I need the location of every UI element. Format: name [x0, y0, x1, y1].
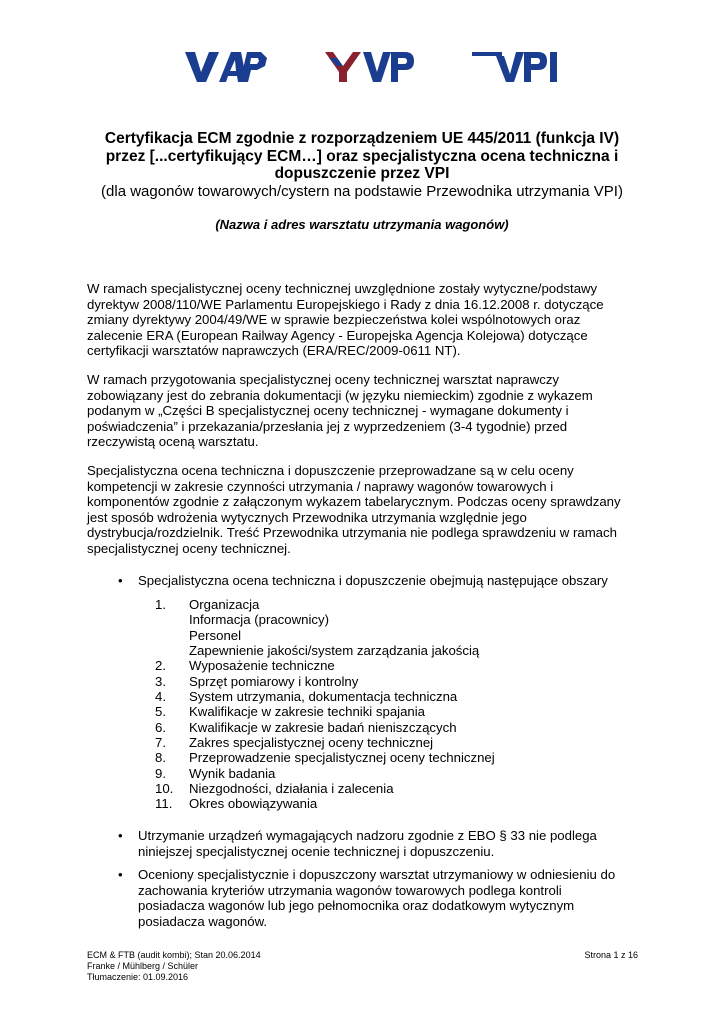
footer-line-3: Tłumaczenie: 01.09.2016: [87, 972, 189, 982]
bullet-line: Utrzymanie urządzeń wymagających nadzoru zgodnie z EBO § 33 nie podlega: [138, 828, 597, 843]
bullet-line: Specjalistyczna ocena techniczna i dopuszczenie obejmują następujące obszary: [138, 573, 608, 588]
list-label: Wynik badania: [189, 765, 276, 781]
list-label: Informacja (pracownicy): [189, 612, 329, 628]
title-line-2: przez [...certyfikujący ECM…] oraz specjalistyczna ocena techniczna i: [105, 147, 619, 165]
list-label: Wyposażenie techniczne: [189, 658, 335, 674]
paragraph-line: zalecenie ERA (European Railway Agency - Europejska Agencja Kolejowa) dotyczące: [87, 327, 588, 343]
bullet-line: posiadacza wagonów.: [138, 913, 268, 929]
paragraph-line: specjalistycznej oceny technicznej.: [87, 540, 291, 556]
paragraph-line: jest sposób wdrożenia wytycznych Przewodnika utrzymania względnie jego: [87, 509, 527, 525]
footer-line-2: Franke / Mühlberg / Schüler: [87, 961, 199, 971]
list-label: Organizacja: [189, 597, 260, 612]
list-label: Personel: [189, 627, 242, 643]
paragraph-line: rzeczywistą oceną warsztatu.: [87, 434, 259, 450]
paragraph-3: [87, 463, 647, 557]
bullet-icon: •: [118, 867, 123, 882]
list-number: 11.: [155, 796, 173, 812]
list-label: Sprzęt pomiarowy i kontrolny: [189, 673, 359, 689]
paragraph-line: podanym w „Części B specjalistycznej oceny technicznej - wymagane dokumenty i: [87, 403, 569, 419]
bullet-icon: •: [118, 573, 123, 588]
vpi-logo-2: [472, 52, 560, 82]
document-title: [60, 130, 664, 200]
title-line-1: Certyfikacja ECM zgodnie z rozporządzeniem UE 445/2011 (funkcja IV): [104, 130, 620, 147]
list-label: Zakres specjalistycznej oceny technicznej: [189, 735, 434, 751]
paragraph-1: [87, 281, 647, 359]
bullet-line: posiadacza wagonów lub jego pełnomocnika oraz dodatkowym wytycznym: [138, 898, 575, 913]
list-label: Zapewnienie jakości/system zarządzania jakością: [189, 643, 480, 659]
list-label: Kwalifikacje w zakresie techniki spajania: [189, 704, 426, 720]
paragraph-line: W ramach przygotowania specjalistycznej oceny technicznej warsztat naprawczy: [87, 372, 560, 387]
list-number: 4.: [155, 689, 166, 705]
list-number: 10.: [155, 781, 174, 797]
list-number: 9.: [155, 765, 166, 781]
list-number: 3.: [155, 673, 166, 689]
paragraph-line: komponentów zgodnie z załączonym wykazem tabelarycznym. Podczas oceny sprawdzany: [87, 494, 621, 510]
title-subtitle: (dla wagonów towarowych/cystern na podstawie Przewodnika utrzymania VPI): [101, 182, 623, 200]
footer-line-1: ECM & FTB (audit kombi); Stan 20.06.2014: [87, 950, 261, 960]
paragraph-line: certyfikacji warsztatów naprawczych (ERA/REC/2009-0611 NT).: [87, 343, 461, 359]
list-number: 2.: [155, 658, 166, 674]
workshop-name-placeholder: (Nazwa i adres warsztatu utrzymania wagonów): [215, 217, 509, 232]
list-label: Niezgodności, działania i zalecenia: [189, 781, 394, 797]
list-label: Kwalifikacje w zakresie badań nieniszczących: [189, 719, 457, 735]
list-number: 7.: [155, 735, 166, 751]
paragraph-line: W ramach specjalistycznej oceny technicznej uwzględnione zostały wytyczne/podstawy: [87, 281, 598, 296]
list-number: 6.: [155, 719, 166, 735]
paragraph-line: poświadczenia” i przekazania/przesłania jej z wyprzedzeniem (3-4 tygodnie) przed: [87, 418, 568, 434]
bullet-line: niniejszej specjalistycznej ocenie technicznej i dopuszczeniu.: [138, 843, 495, 859]
vap-logo: [185, 52, 267, 82]
list-label: System utrzymania, dokumentacja techniczna: [189, 689, 458, 705]
list-number: 5.: [155, 704, 166, 720]
bullet-line: zachowania kryteriów utrzymania wagonów towarowych podlega kontroli: [138, 882, 562, 898]
page-number: Strona 1 z 16: [584, 950, 638, 960]
paragraph-line: dystrybucja/rozdzielnik. Treść Przewodnika utrzymania nie podlega sprawdzeniu w ramach: [87, 525, 617, 541]
paragraph-line: dyrektyw 2008/110/WE Parlamentu Europejskiego i Rady z dnia 16.12.2008 r. dotyczące: [87, 296, 604, 312]
vpi-logo-1: [325, 52, 415, 82]
list-label: Okres obowiązywania: [189, 796, 318, 812]
page-footer: [87, 950, 638, 983]
title-line-3: dopuszczenie przez VPI: [274, 165, 450, 182]
list-number: 1.: [155, 597, 166, 612]
paragraph-line: zobowiązany jest do zebrania dokumentacji (w języku niemieckim) zgodnie z wykazem: [87, 387, 593, 403]
list-number: 8.: [155, 750, 166, 766]
paragraph-line: kompetencji w zakresie czynności utrzymania / naprawy wagonów towarowych i: [87, 478, 554, 494]
list-label: Przeprowadzenie specjalistycznej oceny technicznej: [189, 750, 495, 766]
bullet-icon: •: [118, 828, 123, 843]
logo-bar: [0, 52, 724, 88]
paragraph-line: zmiany dyrektywy 2004/49/WE w sprawie bezpieczeństwa kolei wspólnotowych oraz: [87, 312, 581, 328]
bullet-line: Oceniony specjalistycznie i dopuszczony warsztat utrzymaniowy w odniesieniu do: [138, 867, 616, 882]
paragraph-line: Specjalistyczna ocena techniczna i dopuszczenie przeprowadzane są w celu oceny: [87, 463, 574, 478]
paragraph-2: [87, 372, 647, 450]
